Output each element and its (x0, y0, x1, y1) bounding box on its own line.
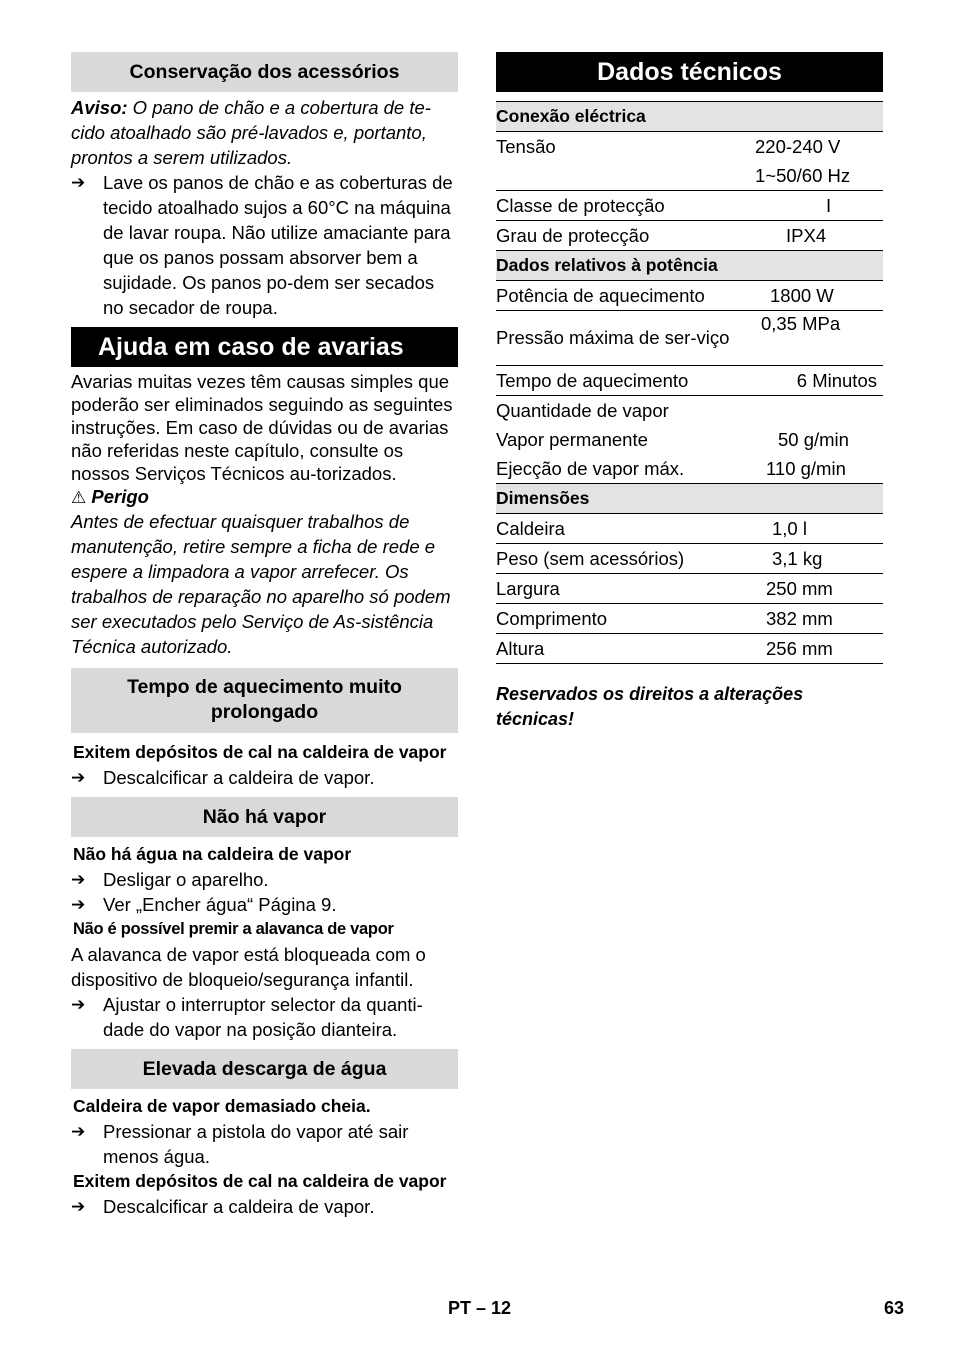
tempo-title: Tempo de aquecimento muito prolongado (71, 668, 458, 733)
vapor-text: A alavanca de vapor está bloqueada com o dispositivo de bloqueio/segurança infantil. (71, 944, 426, 990)
spec-section-row (496, 102, 883, 132)
rights-note: Reservados os direitos a alterações técnicas! (496, 684, 804, 729)
spec-value: 382 mm (731, 604, 883, 634)
dados-title: Dados técnicos (496, 52, 883, 92)
spec-value: 1,0 l (731, 514, 883, 544)
avarias-title: Ajuda em caso de avarias (71, 327, 458, 367)
spec-section-dim: Dimensões (496, 484, 883, 514)
spec-value: 250 mm (731, 574, 883, 604)
spec-value: 220-240 V (731, 132, 883, 162)
spec-label: Potência de aquecimento (496, 281, 731, 311)
acc-title: Conservação dos acessórios (71, 52, 458, 92)
footer-section: PT – 12 (448, 1298, 512, 1318)
spec-row (496, 425, 883, 454)
spec-label: Comprimento (496, 604, 731, 634)
spec-label: Vapor permanente (496, 428, 648, 450)
spec-section-row (496, 251, 883, 281)
vapor-step-3 (71, 992, 458, 1042)
tempo-subheading: Exitem depósitos de cal na caldeira de vapor (73, 742, 447, 762)
vapor-step-1 (71, 867, 458, 892)
spec-label: Tensão (496, 132, 731, 162)
spec-value: 50 g/min (778, 428, 849, 450)
vapor-step-2-text: Ver „Encher água“ Página 9. (103, 894, 337, 915)
spec-label: Quantidade de vapor (496, 396, 883, 426)
spec-label: Ejecção de vapor máx. (496, 457, 685, 479)
spec-value: 6 Minutos (731, 366, 883, 396)
vapor-subheading-1: Não há água na caldeira de vapor (73, 844, 352, 864)
acc-step (71, 170, 458, 320)
spec-row (496, 191, 883, 221)
descarga-subheading-1: Caldeira de vapor demasiado cheia. (73, 1096, 371, 1116)
aviso-paragraph (71, 95, 458, 170)
vapor-title: Não há vapor (71, 797, 458, 837)
descarga-step-2 (71, 1194, 458, 1219)
spec-row (496, 281, 883, 311)
left-column (71, 52, 458, 1219)
spec-row (496, 574, 883, 604)
spec-value: I (731, 191, 883, 221)
spec-section-row (496, 484, 883, 514)
tempo-step-text: Descalcificar a caldeira de vapor. (103, 767, 375, 788)
arrow-icon: ➔ (71, 768, 86, 787)
spec-value: 110 g/min (766, 457, 846, 479)
arrow-icon: ➔ (71, 1122, 86, 1141)
spec-value: 0,35 MPa (731, 311, 883, 366)
spec-value: 3,1 kg (731, 544, 883, 574)
spec-label: Tempo de aquecimento (496, 366, 731, 396)
tempo-step (71, 765, 458, 790)
spec-value: 256 mm (731, 634, 883, 664)
spec-value: 1~50/60 Hz (755, 164, 851, 186)
spec-label: Largura (496, 574, 731, 604)
descarga-step-1 (71, 1119, 458, 1169)
vapor-subheading-2: Não é possível premir a alavanca de vapor (73, 920, 394, 938)
spec-row (496, 514, 883, 544)
spec-section-power: Dados relativos à potência (496, 251, 883, 281)
arrow-icon: ➔ (71, 173, 86, 192)
vapor-step-3-text: Ajustar o interruptor selector da quanti-dade do vapor na posição dianteira. (103, 994, 423, 1040)
arrow-icon: ➔ (71, 895, 86, 914)
spec-row (496, 544, 883, 574)
perigo-label: Perigo (91, 486, 149, 507)
spec-label: Classe de protecção (496, 191, 731, 221)
acc-step-text: Lave os panos de chão e as coberturas de tecido atoalhado sujos a 60°C na máquina de lavar roupa. Não utilize amaciante para que os panos possam absorver bem a sujidade. Os panos po-dem ser secados no secador de roupa. (103, 172, 453, 318)
descarga-step-2-text: Descalcificar a caldeira de vapor. (103, 1196, 375, 1217)
aviso-text: O pano de chão e a cobertura de te-cido atoalhado são pré-lavados e, portanto, prontos a serem utilizados. (71, 97, 431, 168)
spec-row (496, 396, 883, 426)
page-number: 63 (884, 1298, 905, 1318)
arrow-icon: ➔ (71, 870, 86, 889)
arrow-icon: ➔ (71, 1197, 86, 1216)
spec-value: 1800 W (731, 281, 883, 311)
aviso-label: Aviso: (71, 97, 128, 118)
spec-row (496, 221, 883, 251)
descarga-subheading-2: Exitem depósitos de cal na caldeira de vapor (73, 1171, 447, 1191)
spec-label: Altura (496, 634, 731, 664)
vapor-step-1-text: Desligar o aparelho. (103, 869, 269, 890)
descarga-step-1-text: Pressionar a pistola do vapor até sair menos água. (103, 1121, 409, 1167)
descarga-title: Elevada descarga de água (71, 1049, 458, 1089)
spec-row (496, 311, 883, 366)
avarias-intro: Avarias muitas vezes têm causas simples que poderão ser eliminados seguindo as seguintes instruções. Em caso de dúvidas ou de avarias não referidas neste capítulo, consulte os nossos Serviços Técnicos au-torizados. (71, 371, 453, 484)
right-column (496, 52, 883, 732)
spec-table (496, 101, 883, 664)
spec-row (496, 634, 883, 664)
spec-label: Caldeira (496, 514, 731, 544)
spec-row (496, 604, 883, 634)
spec-value: IPX4 (731, 221, 883, 251)
perigo-heading (71, 485, 458, 509)
perigo-text: Antes de efectuar quaisquer trabalhos de manutenção, retire sempre a ficha de rede e espere a limpadora a vapor arrefecer. Os trabalhos de reparação no aparelho só podem ser executados pelo Serviço de As-sistência Técnica autorizado. (71, 511, 451, 657)
spec-row (496, 132, 883, 162)
spec-row (496, 161, 883, 191)
spec-label: Pressão máxima de ser-viço (496, 311, 731, 366)
spec-section-electric: Conexão eléctrica (496, 102, 883, 132)
spec-label: Peso (sem acessórios) (496, 544, 731, 574)
spec-row (496, 366, 883, 396)
spec-row (496, 454, 883, 484)
warning-icon: ⚠ (71, 488, 87, 507)
arrow-icon: ➔ (71, 995, 86, 1014)
spec-label: Grau de protecção (496, 221, 731, 251)
vapor-step-2 (71, 892, 458, 917)
